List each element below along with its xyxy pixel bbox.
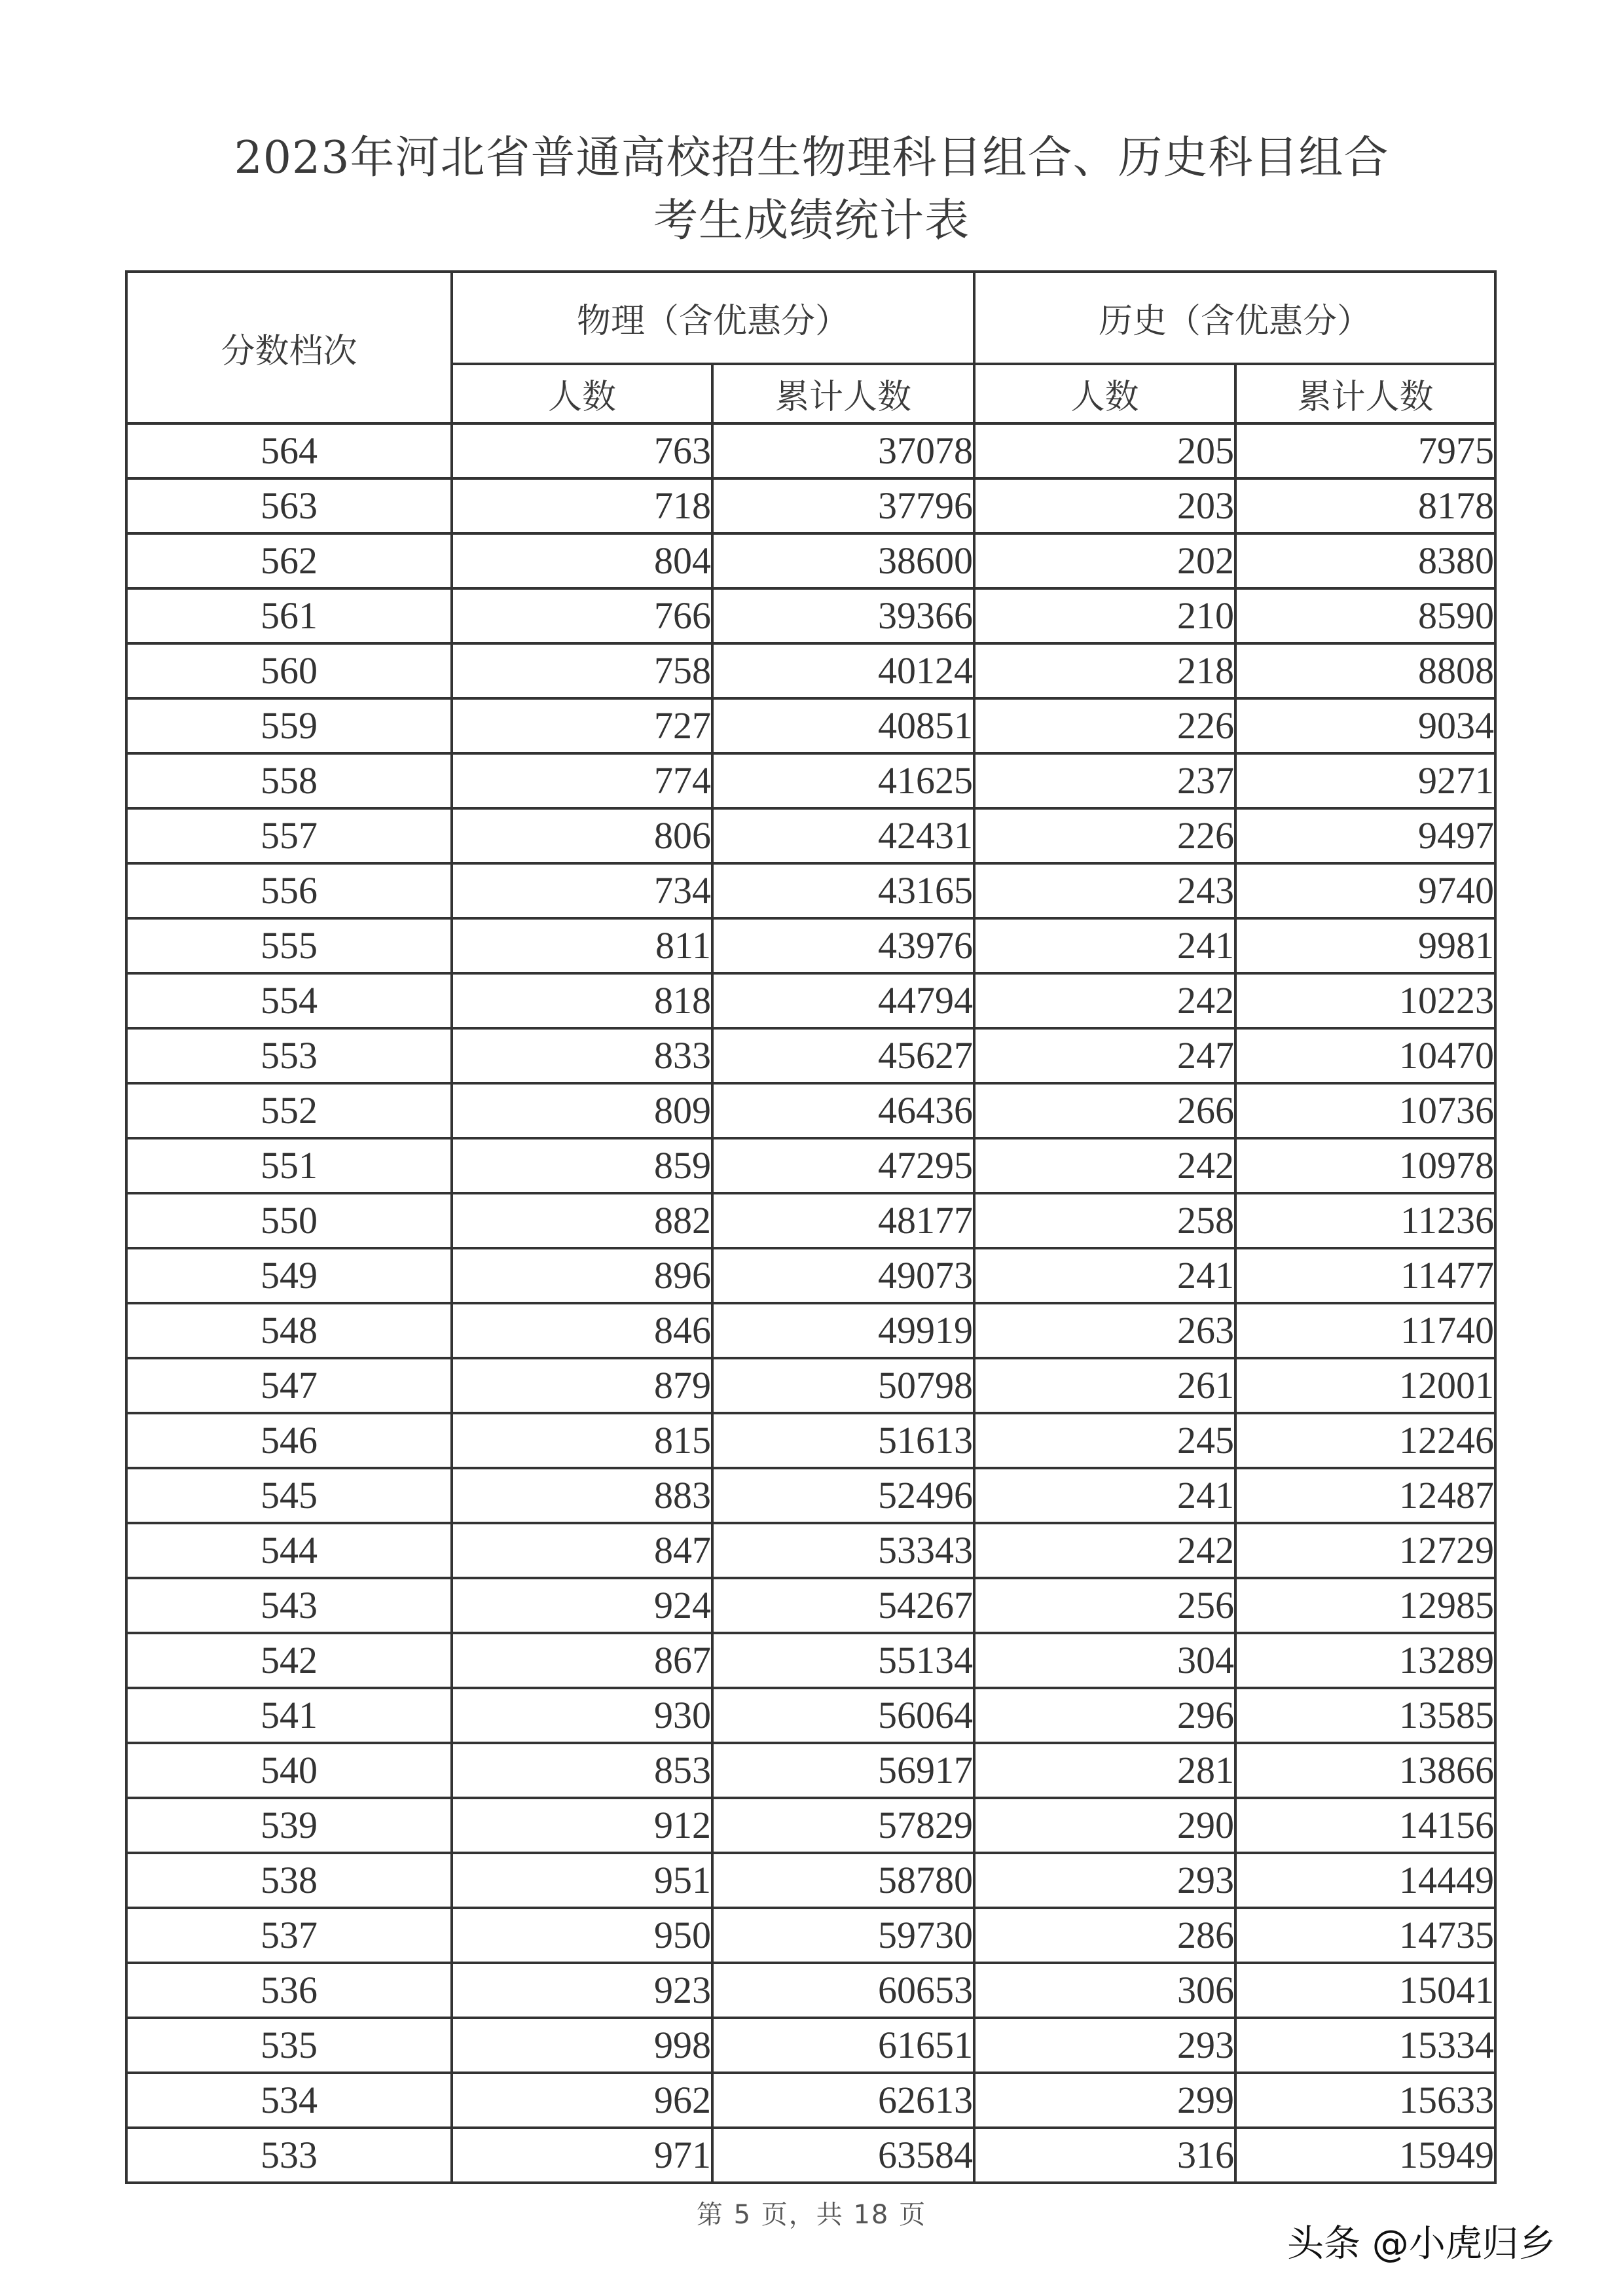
cell-history-count: 205 bbox=[974, 423, 1235, 478]
table-row bbox=[126, 1413, 1495, 1468]
cell-score: 552 bbox=[126, 1083, 452, 1138]
cell-physics-cumulative: 58780 bbox=[712, 1853, 974, 1908]
table-row bbox=[126, 1248, 1495, 1303]
score-statistics-table bbox=[125, 270, 1497, 2184]
cell-physics-cumulative: 41625 bbox=[712, 753, 974, 808]
table-row bbox=[126, 1523, 1495, 1578]
table-row bbox=[126, 1633, 1495, 1688]
cell-score: 548 bbox=[126, 1303, 452, 1358]
cell-history-cumulative: 12729 bbox=[1235, 1523, 1495, 1578]
document-title-line2: 考生成绩统计表 bbox=[653, 195, 970, 247]
table-row bbox=[126, 2073, 1495, 2128]
cell-physics-count: 818 bbox=[452, 973, 712, 1028]
cell-history-count: 261 bbox=[974, 1358, 1235, 1413]
cell-history-count: 203 bbox=[974, 478, 1235, 533]
cell-history-count: 263 bbox=[974, 1303, 1235, 1358]
cell-history-cumulative: 14449 bbox=[1235, 1853, 1495, 1908]
table-row bbox=[126, 1688, 1495, 1743]
cell-physics-cumulative: 56064 bbox=[712, 1688, 974, 1743]
cell-history-count: 293 bbox=[974, 2018, 1235, 2073]
table-row bbox=[126, 478, 1495, 533]
cell-history-cumulative: 9497 bbox=[1235, 808, 1495, 863]
cell-score: 540 bbox=[126, 1743, 452, 1798]
cell-score: 562 bbox=[126, 533, 452, 588]
cell-history-cumulative: 12246 bbox=[1235, 1413, 1495, 1468]
cell-physics-cumulative: 61651 bbox=[712, 2018, 974, 2073]
cell-physics-cumulative: 43165 bbox=[712, 863, 974, 918]
cell-physics-count: 971 bbox=[452, 2128, 712, 2183]
cell-history-cumulative: 11236 bbox=[1235, 1193, 1495, 1248]
cell-physics-cumulative: 44794 bbox=[712, 973, 974, 1028]
cell-history-count: 245 bbox=[974, 1413, 1235, 1468]
cell-physics-count: 718 bbox=[452, 478, 712, 533]
cell-physics-cumulative: 63584 bbox=[712, 2128, 974, 2183]
cell-physics-cumulative: 60653 bbox=[712, 1963, 974, 2018]
cell-physics-count: 847 bbox=[452, 1523, 712, 1578]
cell-history-count: 242 bbox=[974, 1138, 1235, 1193]
cell-history-count: 241 bbox=[974, 1248, 1235, 1303]
cell-score: 553 bbox=[126, 1028, 452, 1083]
cell-history-count: 237 bbox=[974, 753, 1235, 808]
cell-physics-cumulative: 39366 bbox=[712, 588, 974, 643]
cell-score: 557 bbox=[126, 808, 452, 863]
cell-score: 534 bbox=[126, 2073, 452, 2128]
cell-history-cumulative: 8380 bbox=[1235, 533, 1495, 588]
cell-history-cumulative: 8808 bbox=[1235, 643, 1495, 698]
table-body bbox=[126, 423, 1495, 2183]
table-row bbox=[126, 1083, 1495, 1138]
cell-history-cumulative: 9271 bbox=[1235, 753, 1495, 808]
cell-score: 551 bbox=[126, 1138, 452, 1193]
cell-history-count: 299 bbox=[974, 2073, 1235, 2128]
cell-score: 533 bbox=[126, 2128, 452, 2183]
cell-physics-cumulative: 59730 bbox=[712, 1908, 974, 1963]
cell-physics-count: 809 bbox=[452, 1083, 712, 1138]
table-row bbox=[126, 1193, 1495, 1248]
cell-physics-count: 758 bbox=[452, 643, 712, 698]
cell-physics-cumulative: 47295 bbox=[712, 1138, 974, 1193]
watermark: 头条 @小虎归乡 bbox=[1287, 2223, 1556, 2265]
cell-physics-count: 766 bbox=[452, 588, 712, 643]
table-row bbox=[126, 1908, 1495, 1963]
cell-history-cumulative: 11740 bbox=[1235, 1303, 1495, 1358]
cell-history-cumulative: 12001 bbox=[1235, 1358, 1495, 1413]
cell-history-cumulative: 13866 bbox=[1235, 1743, 1495, 1798]
cell-physics-count: 896 bbox=[452, 1248, 712, 1303]
table-row bbox=[126, 1798, 1495, 1853]
cell-physics-cumulative: 55134 bbox=[712, 1633, 974, 1688]
cell-history-count: 202 bbox=[974, 533, 1235, 588]
table-row bbox=[126, 918, 1495, 973]
table-row bbox=[126, 643, 1495, 698]
cell-history-cumulative: 11477 bbox=[1235, 1248, 1495, 1303]
table-row bbox=[126, 1303, 1495, 1358]
cell-history-cumulative: 8590 bbox=[1235, 588, 1495, 643]
cell-history-count: 286 bbox=[974, 1908, 1235, 1963]
cell-physics-count: 882 bbox=[452, 1193, 712, 1248]
cell-history-cumulative: 7975 bbox=[1235, 423, 1495, 478]
cell-score: 559 bbox=[126, 698, 452, 753]
cell-physics-count: 923 bbox=[452, 1963, 712, 2018]
cell-physics-cumulative: 62613 bbox=[712, 2073, 974, 2128]
cell-physics-count: 846 bbox=[452, 1303, 712, 1358]
cell-physics-count: 853 bbox=[452, 1743, 712, 1798]
table-row bbox=[126, 2018, 1495, 2073]
cell-physics-count: 998 bbox=[452, 2018, 712, 2073]
cell-history-count: 290 bbox=[974, 1798, 1235, 1853]
cell-physics-count: 924 bbox=[452, 1578, 712, 1633]
cell-history-cumulative: 15041 bbox=[1235, 1963, 1495, 2018]
cell-history-cumulative: 9740 bbox=[1235, 863, 1495, 918]
cell-history-count: 281 bbox=[974, 1743, 1235, 1798]
cell-physics-cumulative: 38600 bbox=[712, 533, 974, 588]
cell-history-cumulative: 10223 bbox=[1235, 973, 1495, 1028]
cell-history-cumulative: 10736 bbox=[1235, 1083, 1495, 1138]
cell-score: 555 bbox=[126, 918, 452, 973]
cell-physics-cumulative: 52496 bbox=[712, 1468, 974, 1523]
cell-history-count: 226 bbox=[974, 698, 1235, 753]
cell-score: 564 bbox=[126, 423, 452, 478]
cell-history-cumulative: 15633 bbox=[1235, 2073, 1495, 2128]
cell-physics-cumulative: 40851 bbox=[712, 698, 974, 753]
cell-history-count: 218 bbox=[974, 643, 1235, 698]
cell-physics-count: 804 bbox=[452, 533, 712, 588]
cell-history-cumulative: 14156 bbox=[1235, 1798, 1495, 1853]
cell-physics-count: 912 bbox=[452, 1798, 712, 1853]
table-row bbox=[126, 973, 1495, 1028]
cell-score: 545 bbox=[126, 1468, 452, 1523]
header-history-count: 人数 bbox=[974, 364, 1235, 423]
cell-physics-count: 727 bbox=[452, 698, 712, 753]
table-row bbox=[126, 698, 1495, 753]
cell-score: 544 bbox=[126, 1523, 452, 1578]
cell-physics-count: 883 bbox=[452, 1468, 712, 1523]
cell-physics-cumulative: 53343 bbox=[712, 1523, 974, 1578]
cell-history-count: 242 bbox=[974, 973, 1235, 1028]
header-physics-count: 人数 bbox=[452, 364, 712, 423]
cell-score: 550 bbox=[126, 1193, 452, 1248]
cell-physics-cumulative: 49073 bbox=[712, 1248, 974, 1303]
page-indicator: 第 5 页，共 18 页 bbox=[696, 2200, 927, 2230]
cell-history-cumulative: 9981 bbox=[1235, 918, 1495, 973]
table-row bbox=[126, 863, 1495, 918]
table-row bbox=[126, 1468, 1495, 1523]
cell-history-cumulative: 13585 bbox=[1235, 1688, 1495, 1743]
cell-history-count: 266 bbox=[974, 1083, 1235, 1138]
cell-physics-count: 734 bbox=[452, 863, 712, 918]
cell-history-cumulative: 15334 bbox=[1235, 2018, 1495, 2073]
table-row bbox=[126, 423, 1495, 478]
cell-history-count: 241 bbox=[974, 1468, 1235, 1523]
cell-history-count: 306 bbox=[974, 1963, 1235, 2018]
cell-history-count: 316 bbox=[974, 2128, 1235, 2183]
cell-history-count: 293 bbox=[974, 1853, 1235, 1908]
header-history-group: 历史（含优惠分） bbox=[974, 272, 1495, 364]
table-row bbox=[126, 1743, 1495, 1798]
header-history-cumulative: 累计人数 bbox=[1235, 364, 1495, 423]
table-row bbox=[126, 808, 1495, 863]
document-title-line1: 2023年河北省普通高校招生物理科目组合、历史科目组合 bbox=[234, 132, 1389, 184]
cell-physics-cumulative: 56917 bbox=[712, 1743, 974, 1798]
cell-physics-count: 951 bbox=[452, 1853, 712, 1908]
cell-history-count: 210 bbox=[974, 588, 1235, 643]
cell-score: 543 bbox=[126, 1578, 452, 1633]
cell-history-cumulative: 12487 bbox=[1235, 1468, 1495, 1523]
cell-history-cumulative: 12985 bbox=[1235, 1578, 1495, 1633]
cell-physics-cumulative: 37796 bbox=[712, 478, 974, 533]
cell-physics-count: 833 bbox=[452, 1028, 712, 1083]
cell-score: 535 bbox=[126, 2018, 452, 2073]
header-row-group bbox=[126, 272, 1495, 364]
cell-physics-cumulative: 48177 bbox=[712, 1193, 974, 1248]
cell-history-count: 296 bbox=[974, 1688, 1235, 1743]
cell-score: 536 bbox=[126, 1963, 452, 2018]
header-physics-group: 物理（含优惠分） bbox=[452, 272, 974, 364]
cell-physics-count: 774 bbox=[452, 753, 712, 808]
cell-history-count: 256 bbox=[974, 1578, 1235, 1633]
cell-score: 538 bbox=[126, 1853, 452, 1908]
cell-score: 549 bbox=[126, 1248, 452, 1303]
cell-history-cumulative: 13289 bbox=[1235, 1633, 1495, 1688]
cell-physics-cumulative: 46436 bbox=[712, 1083, 974, 1138]
cell-physics-cumulative: 54267 bbox=[712, 1578, 974, 1633]
table-row bbox=[126, 1963, 1495, 2018]
cell-score: 546 bbox=[126, 1413, 452, 1468]
cell-history-cumulative: 15949 bbox=[1235, 2128, 1495, 2183]
table-row bbox=[126, 753, 1495, 808]
cell-physics-cumulative: 42431 bbox=[712, 808, 974, 863]
cell-history-count: 242 bbox=[974, 1523, 1235, 1578]
header-score-band: 分数档次 bbox=[126, 272, 452, 423]
cell-physics-count: 962 bbox=[452, 2073, 712, 2128]
cell-physics-cumulative: 45627 bbox=[712, 1028, 974, 1083]
table-row bbox=[126, 1028, 1495, 1083]
cell-physics-count: 930 bbox=[452, 1688, 712, 1743]
cell-score: 539 bbox=[126, 1798, 452, 1853]
table-row bbox=[126, 1578, 1495, 1633]
cell-history-cumulative: 9034 bbox=[1235, 698, 1495, 753]
cell-score: 542 bbox=[126, 1633, 452, 1688]
cell-score: 561 bbox=[126, 588, 452, 643]
cell-score: 554 bbox=[126, 973, 452, 1028]
cell-physics-cumulative: 49919 bbox=[712, 1303, 974, 1358]
cell-score: 541 bbox=[126, 1688, 452, 1743]
cell-history-count: 241 bbox=[974, 918, 1235, 973]
cell-score: 558 bbox=[126, 753, 452, 808]
cell-score: 560 bbox=[126, 643, 452, 698]
cell-history-cumulative: 14735 bbox=[1235, 1908, 1495, 1963]
cell-physics-count: 806 bbox=[452, 808, 712, 863]
cell-physics-count: 950 bbox=[452, 1908, 712, 1963]
cell-score: 547 bbox=[126, 1358, 452, 1413]
cell-score: 563 bbox=[126, 478, 452, 533]
cell-history-count: 226 bbox=[974, 808, 1235, 863]
cell-history-count: 243 bbox=[974, 863, 1235, 918]
cell-history-count: 247 bbox=[974, 1028, 1235, 1083]
cell-score: 537 bbox=[126, 1908, 452, 1963]
cell-physics-cumulative: 57829 bbox=[712, 1798, 974, 1853]
cell-physics-cumulative: 43976 bbox=[712, 918, 974, 973]
table-row bbox=[126, 533, 1495, 588]
cell-history-cumulative: 8178 bbox=[1235, 478, 1495, 533]
cell-history-cumulative: 10978 bbox=[1235, 1138, 1495, 1193]
cell-physics-count: 815 bbox=[452, 1413, 712, 1468]
cell-history-count: 258 bbox=[974, 1193, 1235, 1248]
cell-physics-cumulative: 40124 bbox=[712, 643, 974, 698]
cell-physics-count: 811 bbox=[452, 918, 712, 973]
cell-physics-count: 867 bbox=[452, 1633, 712, 1688]
cell-physics-count: 879 bbox=[452, 1358, 712, 1413]
cell-history-count: 304 bbox=[974, 1633, 1235, 1688]
table-row bbox=[126, 588, 1495, 643]
table-row bbox=[126, 1853, 1495, 1908]
cell-score: 556 bbox=[126, 863, 452, 918]
table-row bbox=[126, 1358, 1495, 1413]
table-row bbox=[126, 2128, 1495, 2183]
cell-physics-count: 763 bbox=[452, 423, 712, 478]
cell-physics-cumulative: 51613 bbox=[712, 1413, 974, 1468]
cell-physics-cumulative: 50798 bbox=[712, 1358, 974, 1413]
cell-history-cumulative: 10470 bbox=[1235, 1028, 1495, 1083]
cell-physics-cumulative: 37078 bbox=[712, 423, 974, 478]
table-row bbox=[126, 1138, 1495, 1193]
cell-physics-count: 859 bbox=[452, 1138, 712, 1193]
header-physics-cumulative: 累计人数 bbox=[712, 364, 974, 423]
